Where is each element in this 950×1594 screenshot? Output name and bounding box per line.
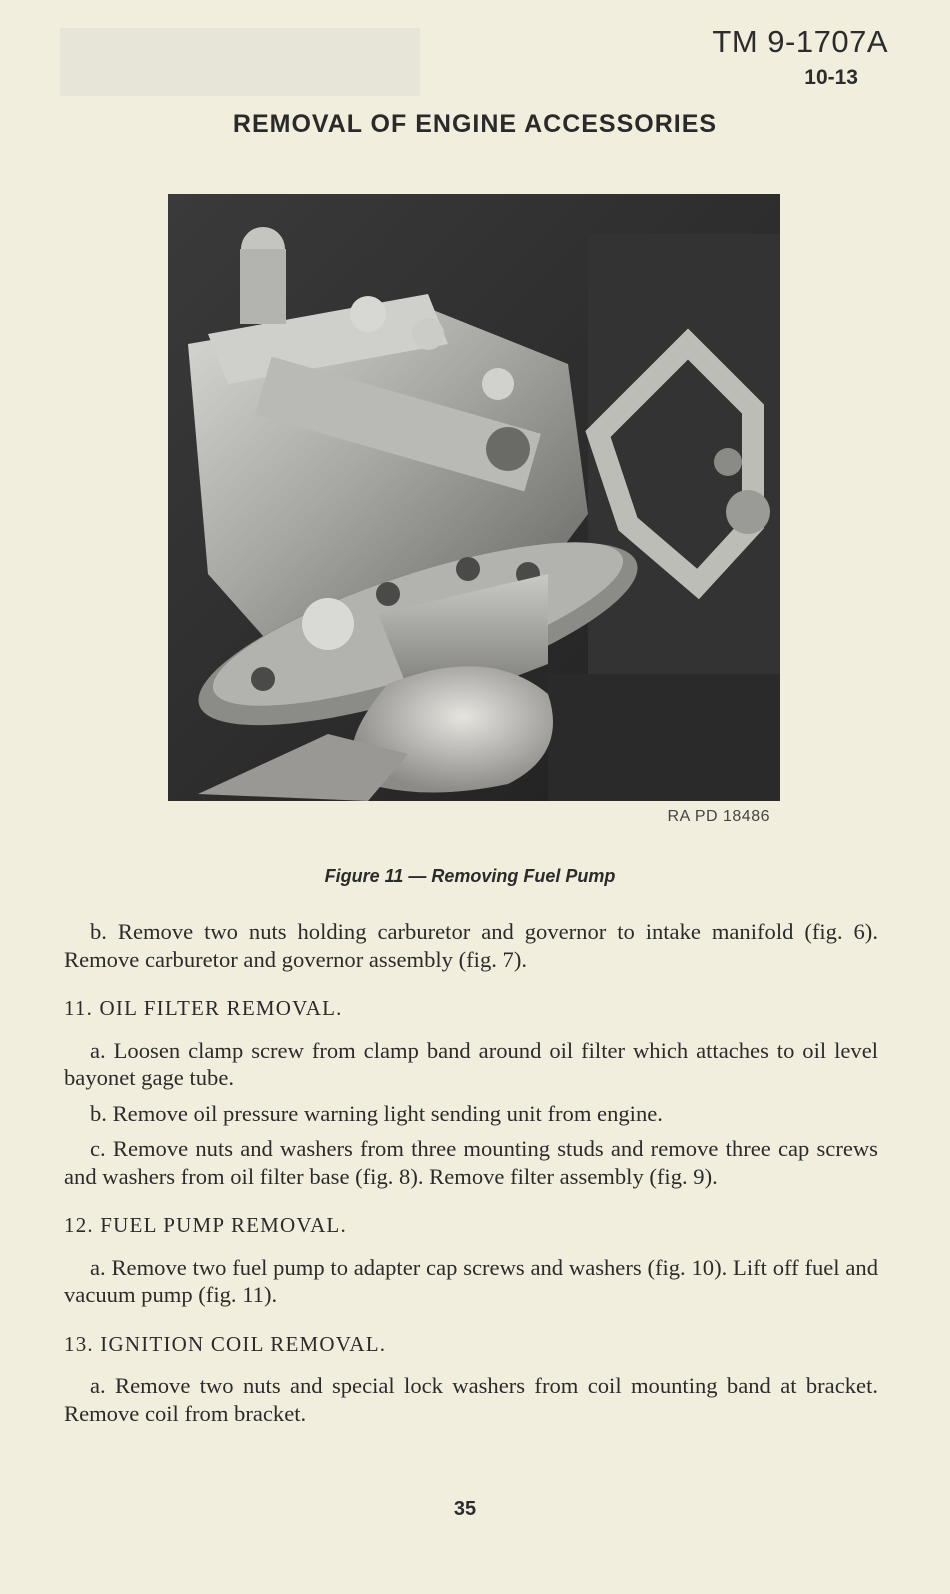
section-heading: 12. FUEL PUMP REMOVAL. (64, 1213, 347, 1237)
paragraph-text: Remove two nuts holding carburetor and governor to intake manifold (fig. 6). Remove carburetor and governor assembly (fig. 7). (64, 919, 878, 972)
paragraph (64, 1254, 878, 1309)
paragraph-text: Remove oil pressure warning light sending unit from engine. (112, 1100, 663, 1126)
paragraph (64, 1135, 878, 1190)
page-number: 35 (453, 1498, 477, 1520)
body-text (64, 918, 878, 1435)
paragraph (64, 1037, 878, 1092)
fuel-pump-illustration (168, 194, 780, 801)
paragraph-lead: b. (90, 919, 107, 944)
technical-manual-number: TM 9-1707A (712, 24, 888, 59)
paragraph-text: Remove two fuel pump to adapter cap screws and washers (fig. 10). Lift off fuel and vacuum pump (fig. 11). (64, 1254, 878, 1307)
section-ignition-coil (64, 1331, 878, 1428)
paragraph-lead: a. (90, 1037, 106, 1063)
paragraph (64, 1372, 878, 1427)
page-title: REMOVAL OF ENGINE ACCESSORIES (232, 110, 718, 138)
paragraph-text: Remove nuts and washers from three mounting studs and remove three cap screws and washers from oil filter base (fig. 8). Remove filter assembly (fig. 9). (64, 1136, 878, 1189)
fuel-pump-photo (168, 194, 780, 801)
paragraph-lead: c. (90, 1136, 106, 1161)
section-fuel-pump (64, 1212, 878, 1309)
figure-caption: Figure 11 — Removing Fuel Pump (324, 866, 616, 886)
paragraph-text: Loosen clamp screw from clamp band around oil filter which attaches to oil level bayonet gage tube. (64, 1037, 878, 1090)
paragraph-lead: a. (90, 1254, 106, 1280)
paragraph-lead: a. (90, 1373, 106, 1398)
paragraph-text: Remove two nuts and special lock washers from coil mounting band at bracket. Remove coil from bracket. (64, 1373, 878, 1426)
page-smudge (60, 28, 420, 96)
section-heading: 11. OIL FILTER REMOVAL. (64, 996, 343, 1020)
section-oil-filter (64, 995, 878, 1190)
paragraph-intro-b (64, 918, 878, 973)
section-heading: 13. IGNITION COIL REMOVAL. (64, 1331, 387, 1356)
section-range: 10-13 (804, 66, 858, 89)
paragraph (64, 1100, 878, 1128)
paragraph-lead: b. (90, 1100, 107, 1126)
figure-reference-code: RA PD 18486 (667, 808, 770, 825)
